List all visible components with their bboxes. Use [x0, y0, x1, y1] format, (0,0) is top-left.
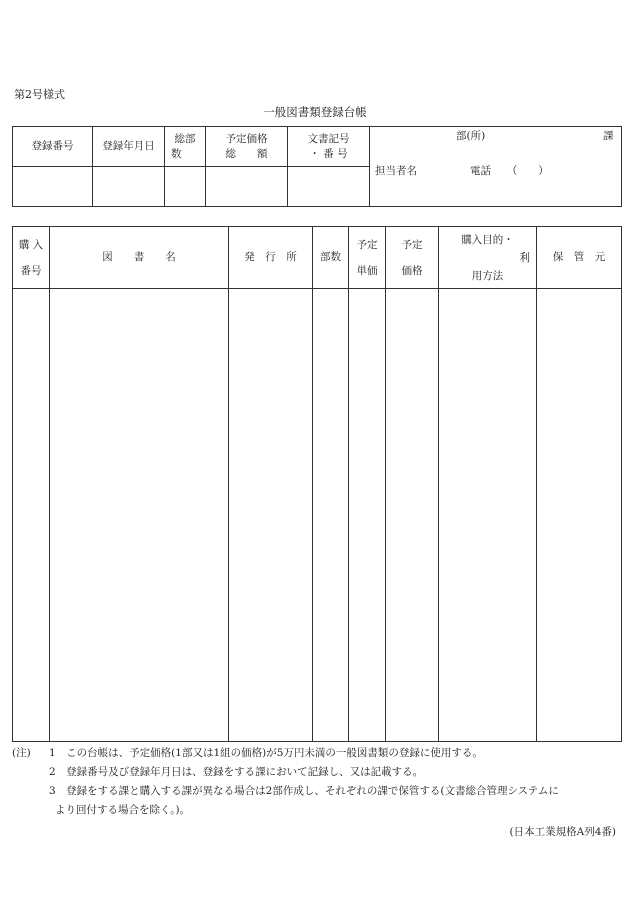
reg-date-header: 登録年月日 [93, 127, 165, 167]
note-2: 2 登録番号及び登録年月日は、登録をする課において記録し、又は記載する。 [49, 766, 424, 778]
reg-date-value[interactable] [93, 167, 165, 207]
book-name-header: 図 書 名 [50, 227, 229, 289]
purchase-number-header [13, 227, 50, 289]
estimated-price-line2: 価格 [401, 264, 423, 277]
doc-symbol-line1: 文書記号 [307, 132, 350, 145]
total-copies-line2: 数 [171, 147, 182, 160]
book-name-column[interactable] [50, 289, 229, 742]
reg-number-value[interactable] [13, 167, 93, 207]
total-price-value[interactable] [206, 167, 288, 207]
doc-symbol-line2: ・ 番 号 [309, 147, 348, 160]
total-copies-value[interactable] [165, 167, 206, 207]
keeper-column[interactable] [537, 289, 622, 742]
estimated-price-column[interactable] [386, 289, 439, 742]
purpose-line2: 利 [519, 251, 530, 264]
notes-section [12, 744, 624, 820]
note-3: 3 登録をする課と購入する課が異なる場合は2部作成し、それぞれの課で保管する(文書総合管理システムに [49, 785, 559, 797]
unit-price-column[interactable] [349, 289, 386, 742]
person-label: 担当者名 [375, 165, 417, 177]
form-number: 第2号様式 [14, 88, 65, 101]
unit-price-line1: 予定 [356, 238, 378, 251]
doc-symbol-header [288, 127, 370, 167]
notes-label: (注) [12, 747, 31, 759]
publisher-header: 発 行 所 [229, 227, 313, 289]
note-1 [12, 744, 624, 763]
phone-label: 電話 （ ） [470, 165, 549, 177]
note-3-continued: より回付する場合を除く。)。 [55, 804, 191, 816]
estimated-price-line1: 予定 [401, 238, 423, 251]
note-1-text: 1 この台帳は、予定価格(1部又は1組の価格)が5万円未満の一般図書類の登録に使用する。 [49, 747, 483, 759]
purchase-number-line1: 購 入 [18, 238, 44, 251]
purpose-line3: 用方法 [471, 269, 504, 282]
reg-number-header: 登録番号 [13, 127, 93, 167]
total-price-line2: 総 額 [225, 147, 268, 160]
publisher-column[interactable] [229, 289, 313, 742]
copies-header: 部数 [313, 227, 349, 289]
document-title: 一般図書類登録台帳 [263, 105, 367, 119]
purpose-line1: 購入目的・ [461, 233, 514, 246]
registration-header-table [12, 126, 622, 207]
total-copies-header [165, 127, 206, 167]
purpose-header [439, 227, 537, 289]
copies-column[interactable] [313, 289, 349, 742]
department-cell [370, 127, 622, 207]
keeper-header: 保 管 元 [537, 227, 622, 289]
department-label: 部(所) [456, 130, 486, 142]
section-label: 課 [603, 130, 614, 142]
purchase-number-column[interactable] [13, 289, 50, 742]
estimated-price-header [386, 227, 439, 289]
purchase-number-line2: 番号 [20, 264, 42, 277]
unit-price-header [349, 227, 386, 289]
total-copies-line1: 総部 [174, 132, 196, 145]
unit-price-line2: 単価 [356, 264, 378, 277]
footer-standard: (日本工業規格A列4番) [509, 826, 616, 838]
purpose-column[interactable] [439, 289, 537, 742]
total-price-header [206, 127, 288, 167]
book-register-table [12, 226, 622, 742]
total-price-line1: 予定価格 [225, 132, 268, 145]
doc-symbol-value[interactable] [288, 167, 370, 207]
